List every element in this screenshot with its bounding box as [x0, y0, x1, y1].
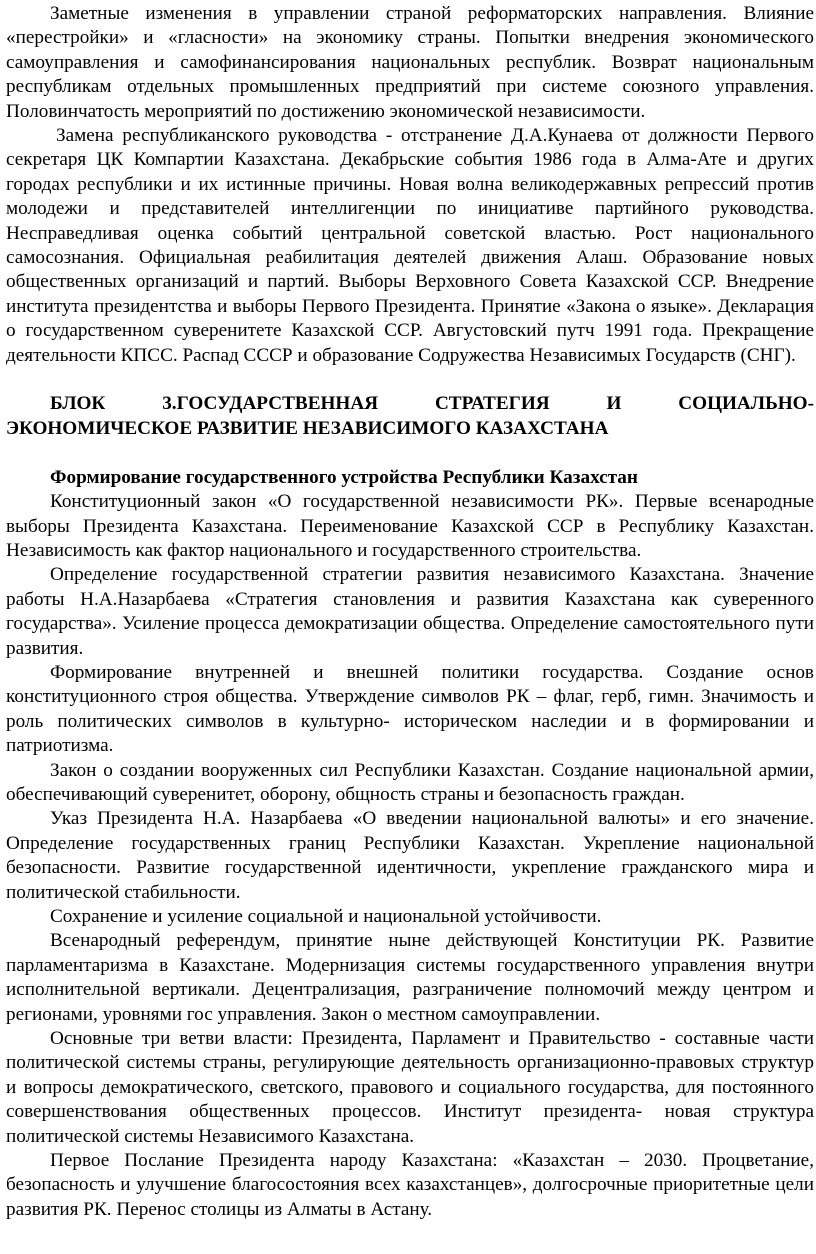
- section-paragraph-8: Основные три ветви власти: Президента, Парламент и Правительство - составные части политической системы страны, регулирующие деятельность организационно-правовых структур и вопросы демократического, светского, правового и социального государства, для постоянного совершенствования общественных процессов. Институт президента- новая структура политической системы Независимого Казахстана.: [6, 1028, 814, 1147]
- section-heading: Формирование государственного устройства Республики Казахстан: [50, 466, 638, 488]
- spacer: [6, 441, 814, 465]
- block-title-line-1: БЛОК 3.ГОСУДАРСТВЕННАЯ СТРАТЕГИЯ И СОЦИАЛЬНО-: [50, 393, 814, 415]
- section-paragraph-7: Всенародный референдум, принятие ныне действующей Конституции РК. Развитие парламентаризма в Казахстане. Модернизация системы государственного управления внутри исполнительной вертикали. Децентрализация, разграничение полномочий между центром и регионами, уровнями гос управления. Закон о местном самоуправлении.: [6, 930, 814, 1025]
- section-paragraph-3: Формирование внутренней и внешней политики государства. Создание основ конституционного строя общества. Утверждение символов РК – флаг, герб, гимн. Значимость и роль политических символов в культурно- историческом наследии и в формировании и патриотизма.: [6, 661, 814, 757]
- section-paragraph-5: Указ Президента Н.А. Назарбаева «О введении национальной валюты» и его значение. Определение государственных границ Республики Казахстан. Укрепление национальной безопасности. Развитие государственной идентичности, укрепление гражданского мира и политической стабильности.: [6, 808, 814, 903]
- spacer: [6, 368, 814, 392]
- section-paragraph-2: Определение государственной стратегии развития независимого Казахстана. Значение работы Н.А.Назарбаева «Стратегия становления и развития Казахстана как суверенного государства». Усиление процесса демократизации общества. Определение самостоятельного пути развития.: [6, 564, 814, 659]
- block-title: [6, 392, 814, 441]
- section-paragraph-9: Первое Послание Президента народу Казахстана: «Казахстан – 2030. Процветание, безопасность и улучшение благосостояния всех казахстанцев», долгосрочные приоритетные цели развития РК. Перенос столицы из Алматы в Астану.: [6, 1150, 814, 1220]
- intro-paragraph-2: Замена республиканского руководства - отстранение Д.А.Кунаева от должности Первого секретаря ЦК Компартии Казахстана. Декабрьские события 1986 года в Алма-Ате и других городах республики и их истинные причины. Новая волна великодержавных репрессий против молодежи и представителей интеллигенции по инициативе партийного руководства. Несправедливая оценка событий центральной советской властью. Рост национального самосознания. Официальная реабилитация деятелей движения Алаш. Образование новых общественных организаций и партий. Выборы Верховного Совета Казахской ССР. Внедрение института президентства и выборы Первого Президента. Принятие «Закона о языке». Декларация о государственном суверенитете Казахской ССР. Августовский путч 1991 года. Прекращение деятельности КПСС. Распад СССР и образование Содружества Независимых Государств (СНГ).: [6, 125, 814, 366]
- section-paragraph-6: Сохранение и усиление социальной и национальной устойчивости.: [50, 906, 602, 927]
- document-page: [6, 2, 814, 1222]
- section-paragraph-4: Закон о создании вооруженных сил Республики Казахстан. Создание национальной армии, обеспечивающий суверенитет, оборону, общность страны и безопасность граждан.: [6, 759, 814, 805]
- section-paragraph-1: Конституционный закон «О государственной независимости РК». Первые всенародные выборы Президента Казахстана. Переименование Казахской ССР в Республику Казахстан. Независимость как фактор национального и государственного строительства.: [6, 491, 814, 561]
- block-title-line-2: ЭКОНОМИЧЕСКОЕ РАЗВИТИЕ НЕЗАВИСИМОГО КАЗАХСТАНА: [6, 417, 609, 439]
- intro-paragraph-1: Заметные изменения в управлении страной реформаторских направления. Влияние «перестройки» и «гласности» на экономику страны. Попытки внедрения экономического самоуправления и самофинансирования национальных республик. Возврат национальным республикам отдельных промышленных предприятий при системе союзного управления. Половинчатость мероприятий по достижению экономической независимости.: [6, 3, 814, 122]
